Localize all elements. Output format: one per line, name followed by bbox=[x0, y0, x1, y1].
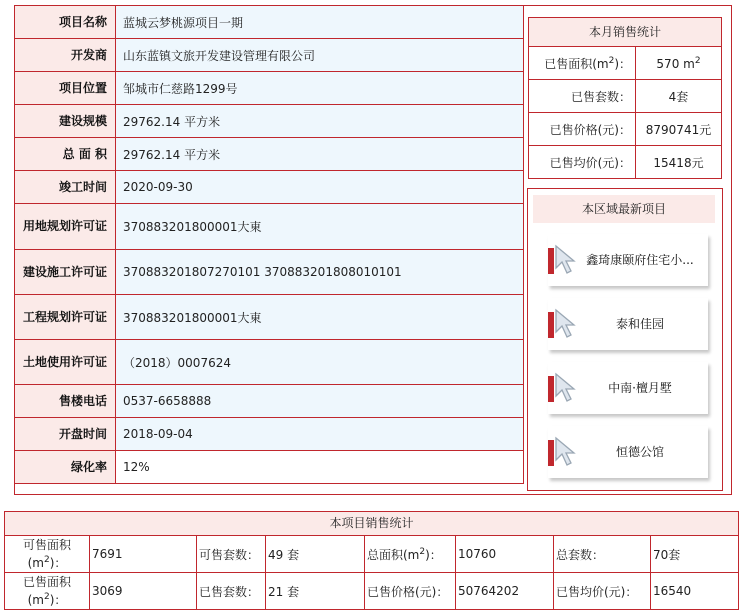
project-info-table bbox=[14, 5, 524, 484]
sold-price-value: 8790741元 bbox=[636, 113, 722, 146]
latest-project-name[interactable]: 泰和佳园 bbox=[615, 317, 664, 331]
avg-price-value: 15418元 bbox=[636, 146, 722, 179]
value-project-name: 蓝城云梦桃源项目一期 bbox=[116, 6, 524, 39]
sold-units-value: 4套 bbox=[636, 80, 722, 113]
latest-project-item[interactable] bbox=[542, 362, 714, 418]
latest-projects-panel bbox=[527, 188, 723, 491]
label-opening-date: 开盘时间 bbox=[15, 418, 116, 451]
label-build-scale: 建设规模 bbox=[15, 105, 116, 138]
value-location: 邹城市仁慈路1299号 bbox=[116, 72, 524, 105]
value-build-scale: 29762.14 平方米 bbox=[116, 105, 524, 138]
label-project-name: 项目名称 bbox=[15, 6, 116, 39]
value-total-area: 29762.14 平方米 bbox=[116, 138, 524, 171]
sold-area-label: 已售面积$(m^2)$： bbox=[529, 47, 636, 80]
latest-projects-title: 本区域最新项目 bbox=[533, 195, 715, 223]
project-sales-stats bbox=[4, 511, 739, 610]
total-units-label: 总套数： bbox=[554, 536, 651, 573]
latest-project-name[interactable]: 恒德公馆 bbox=[615, 445, 664, 459]
label-construction-permit: 建设施工许可证 bbox=[15, 250, 116, 295]
sold-units-total-label: 已售套数： bbox=[197, 573, 266, 610]
sold-price-label: 已售价格(元)： bbox=[529, 113, 636, 146]
value-land-plan-permit: 370883201800001大東 bbox=[116, 204, 524, 250]
sellable-area-value: 7691 bbox=[90, 536, 197, 573]
label-location: 项目位置 bbox=[15, 72, 116, 105]
value-opening-date: 2018-09-04 bbox=[116, 418, 524, 451]
value-engineering-permit: 370883201800001大東 bbox=[116, 295, 524, 340]
label-developer: 开发商 bbox=[15, 39, 116, 72]
value-land-use-permit: （2018）0007624 bbox=[116, 340, 524, 385]
sold-area-total-label: 已售面积$(m^2)$： bbox=[5, 573, 90, 610]
label-land-use-permit: 土地使用许可证 bbox=[15, 340, 116, 385]
value-construction-permit: 370883201807270101 370883201808010101 bbox=[116, 250, 524, 295]
latest-project-item[interactable] bbox=[542, 234, 714, 290]
avg-price-label: 已售均价(元)： bbox=[529, 146, 636, 179]
sold-area-value: 570 $m^2$ bbox=[636, 47, 722, 80]
monthly-stats-title: 本月销售统计 bbox=[529, 18, 721, 47]
latest-project-item[interactable] bbox=[542, 298, 714, 354]
sellable-units-label: 可售套数： bbox=[197, 536, 266, 573]
label-total-area: 总 面 积 bbox=[15, 138, 116, 171]
total-area-label: 总面积$(m^2)$： bbox=[365, 536, 456, 573]
label-engineering-permit: 工程规划许可证 bbox=[15, 295, 116, 340]
sold-units-total-value: 21 套 bbox=[266, 573, 365, 610]
sellable-area-label: 可售面积$(m^2)$： bbox=[5, 536, 90, 573]
sold-price-total-label: 已售价格(元)： bbox=[365, 573, 456, 610]
monthly-sales-stats bbox=[528, 17, 722, 179]
project-stats-title: 本项目销售统计 bbox=[5, 512, 738, 536]
value-sales-phone: 0537-6658888 bbox=[116, 385, 524, 418]
sold-price-total-value: 50764202 bbox=[456, 573, 554, 610]
avg-price-total-label: 已售均价(元)： bbox=[554, 573, 651, 610]
avg-price-total-value: 16540 bbox=[651, 573, 739, 610]
value-completion-date: 2020-09-30 bbox=[116, 171, 524, 204]
sold-units-label: 已售套数： bbox=[529, 80, 636, 113]
total-area-value: 10760 bbox=[456, 536, 554, 573]
latest-project-name[interactable]: 中南·檀月墅 bbox=[608, 381, 672, 395]
right-sidebar bbox=[525, 5, 732, 495]
latest-project-name[interactable]: 鑫琦康颐府住宅小... bbox=[586, 253, 694, 267]
value-green-rate: 12% bbox=[116, 451, 524, 484]
label-land-plan-permit: 用地规划许可证 bbox=[15, 204, 116, 250]
label-sales-phone: 售楼电话 bbox=[15, 385, 116, 418]
sold-area-total-value: 3069 bbox=[90, 573, 197, 610]
total-units-value: 70套 bbox=[651, 536, 739, 573]
label-green-rate: 绿化率 bbox=[15, 451, 116, 484]
value-developer: 山东蓝镇文旅开发建设管理有限公司 bbox=[116, 39, 524, 72]
sellable-units-value: 49 套 bbox=[266, 536, 365, 573]
latest-project-item[interactable] bbox=[542, 426, 714, 482]
label-completion-date: 竣工时间 bbox=[15, 171, 116, 204]
